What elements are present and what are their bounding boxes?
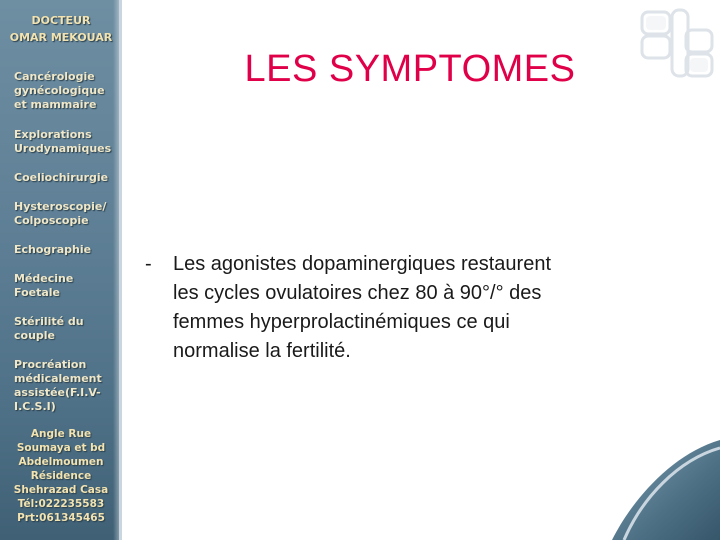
slide-title: LES SYMPTOMES [244,48,576,90]
bullet-marker: - [145,253,152,275]
decorative-logo-icon [636,6,716,82]
nav-item-hysteroscopie[interactable]: Hysteroscopie/ Colposcopie [14,200,107,227]
nav-item-coeliochirurgie[interactable]: Coeliochirurgie [14,171,109,184]
nav-item-explorations[interactable]: Explorations Urodynamiques [14,128,112,155]
nav-item-cancerologie[interactable]: Cancérologie gynécologique et mammaire [14,70,105,111]
bullet-text: Les agonistes dopaminergiques restaurent les cycles ovulatoires chez 80 à 90°/° des femmes hyperprolactinémiques ce qui normalise la fertilité. [173,253,552,362]
doctor-name: DOCTEUR OMAR MEKOUAR [9,14,113,44]
nav-item-echographie[interactable]: Echographie [14,243,92,256]
contact-address: Angle Rue Soumaya et bd Abdelmoumen Résidence Shehrazad Casa Tél:022235583 Prt:061345465 [13,428,109,524]
sidebar-nav [0,0,122,540]
corner-ornament-icon [612,440,720,540]
nav-item-procreation[interactable]: Procréation médicalement assistée(F.I.V- I.C.S.I) [14,358,102,413]
nav-item-medecine-foetale[interactable]: Médecine Foetale [14,272,74,299]
nav-item-sterilite[interactable]: Stérilité du couple [14,315,84,342]
